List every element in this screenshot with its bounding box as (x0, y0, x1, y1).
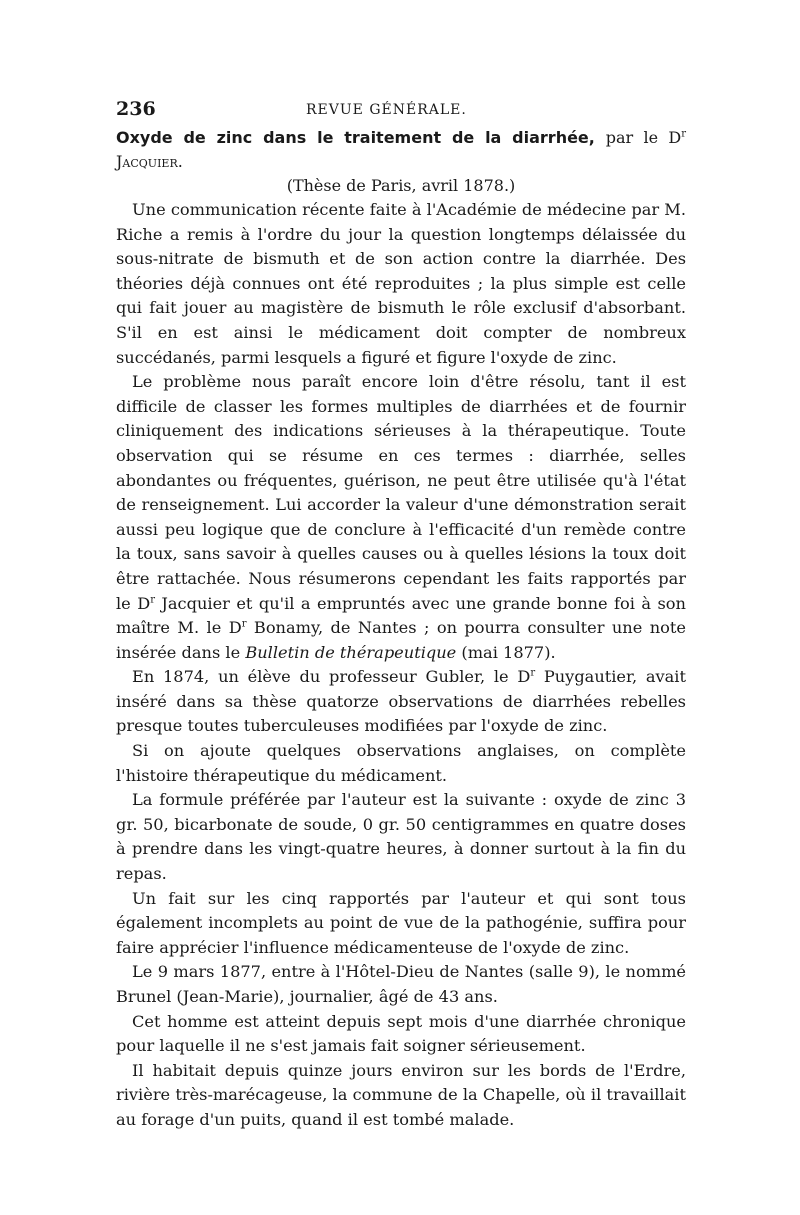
doctor-sup: r (150, 594, 155, 606)
byline-prefix: par le D (605, 128, 682, 147)
paragraph-2-part-a: Le problème nous paraît encore loin d'être résolu, tant il est difficile de classer les formes multiples de diarrhées et de fournir cliniquement des indications sérieuses à la thérapeutique. Toute observation qui se résume en ces termes : diarrhée, selles abondantes ou fréquentes, guérison, ne peut être utilisée qu'à l'état de renseignement. Lui accorder la valeur d'une démonstration serait aussi peu logique que de conclure à l'efficacité d'un remède contre la toux, sans savoir à quelles causes ou à quelles lésions la toux doit être rattachée. Nous résumerons cependant les faits rapportés par le D (116, 372, 686, 613)
paragraph-5: La formule préférée par l'auteur est la suivante : oxyde de zinc 3 gr. 50, bicarbonate de soude, 0 gr. 50 centigrammes en quatre doses à prendre dans les vingt-quatre heures, à donner surtout à la fin du repas. (116, 790, 686, 884)
book-page (116, 98, 686, 1133)
byline-sup: r (681, 128, 687, 140)
paragraph-6: Un fait sur les cinq rapportés par l'auteur et qui sont tous également incomplets au point de vue de la pathogénie, suffira pour faire apprécier l'influence médicamenteuse de l'oxyde de zinc. (116, 888, 686, 957)
author-name: Jacquier. (116, 152, 183, 171)
article-source: (Thèse de Paris, avril 1878.) (286, 176, 516, 195)
paragraph-3 (116, 665, 686, 739)
paragraph-2-part-d: (mai 1877). (456, 642, 556, 662)
paragraph-4: Si on ajoute quelques observations anglaises, on complète l'histoire thérapeutique du médicament. (116, 741, 686, 785)
article-title: Oxyde de zinc dans le traitement de la diarrhée, (116, 128, 595, 147)
journal-title: Bulletin de thérapeutique (245, 642, 457, 662)
doctor-sup: r (530, 667, 536, 679)
running-title: REVUE GÉNÉRALE. (306, 102, 467, 118)
paragraph-2-part-b: Jacquier et qu'il a empruntés avec une grande bonne foi à son maître M. le D (116, 593, 686, 638)
article-heading (116, 126, 686, 174)
paragraph-3-part-a: En 1874, un élève du professeur Gubler, le D (132, 667, 531, 687)
paragraph-2-part-c: Bonamy, de Nantes ; on pourra consulter une note insérée dans le (116, 618, 686, 662)
doctor-sup: r (241, 618, 247, 630)
paragraph-3-part-b: Puygautier, avait inséré dans sa thèse quatorze observations de diarrhées rebelles presque toutes tuberculeuses modifiées par l'oxyde de zinc. (116, 667, 686, 736)
paragraph-2 (116, 370, 686, 665)
paragraph-9: Il habitait depuis quinze jours environ sur les bords de l'Erdre, rivière très-marécageuse, la commune de la Chapelle, où il travaillait au forage d'un puits, quand il est tombé malade. (116, 1060, 686, 1129)
running-head (116, 98, 686, 126)
paragraph-1: Une communication récente faite à l'Académie de médecine par M. Riche a remis à l'ordre du jour la question longtemps délaissée du sous-nitrate de bismuth et de son action contre la diarrhée. Des théories déjà connues ont été reproduites ; la plus simple est celle qui fait jouer au magistère de bismuth le rôle exclusif d'absorbant. S'il en est ainsi le médicament doit compter de nombreux succédanés, parmi lesquels a figuré et figure l'oxyde de zinc. (116, 200, 686, 367)
paragraph-7: Le 9 mars 1877, entre à l'Hôtel-Dieu de Nantes (salle 9), le nommé Brunel (Jean-Marie), journalier, âgé de 43 ans. (116, 962, 686, 1006)
paragraph-8: Cet homme est atteint depuis sept mois d'une diarrhée chronique pour laquelle il ne s'est jamais fait soigner sérieusement. (116, 1011, 686, 1056)
page-number: 236 (116, 98, 156, 120)
